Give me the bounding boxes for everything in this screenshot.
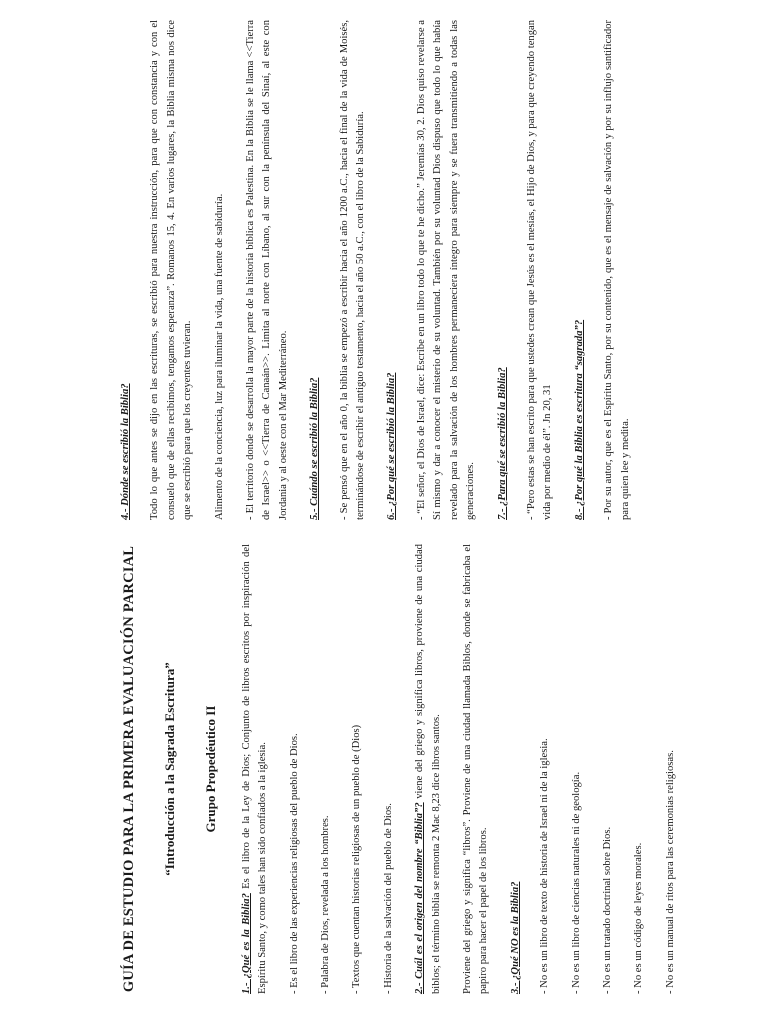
question-1-label: 1.- ¿Qué es la Biblia? bbox=[240, 893, 252, 994]
document-subtitle: “Introducción a la Sagrada Escritura” bbox=[162, 662, 178, 876]
question-1-item: - Palabra de Dios, revelada a los hombres. bbox=[319, 815, 331, 994]
question-3-item: - No es un libro de ciencias naturales ni de geología. bbox=[570, 771, 582, 994]
question-1-item: - Es el libro de las experiencias religiosas del pueblo de Dios. bbox=[288, 733, 300, 994]
question-3-item: - No es un código de leyes morales. bbox=[633, 842, 645, 994]
question-5-text: - Se pensó que en el año 0, la biblia se empezó a escribir hacia el año 1200 a.C., hacia el final de la vida de Moisés, terminándose de escribir el antiguo testamento, hacia el año 50 a.C., con el libro de la Sabiduría. bbox=[338, 20, 367, 520]
question-6-text: - “El señor, el Dios de Israel, dice: Escribe en un libro todo lo que te he dicho.” Jeremías 30, 2. Dios quiso revelarse a Sí mismo y dar a conocer el misterio de su voluntad. También por su voluntad Dios dispuso que todo lo que había revelado para la salvación de los hombres permaneciera íntegro para siempre y se fuera transmitiendo a todas las generaciones. bbox=[415, 20, 477, 520]
question-4-text-3: - El territorio donde se desarrolla la mayor parte de la historia bíblica es Palestina. En la Biblia se le llama <<Tierra de Israel>> o <<Tierra de Canaán>>. Limita al norte con Líbano, al sur con la península del Sinaí, al este con Jordania y al oeste con el Mar Mediterráneo. bbox=[245, 20, 289, 520]
question-3-label: 3.- ¿Qué NO es la Biblia? bbox=[509, 881, 521, 994]
question-3-item: - No es un manual de ritos para las ceremonias religiosas. bbox=[664, 750, 676, 994]
question-3-item: - No es un tratado doctrinal sobre Dios. bbox=[602, 826, 614, 994]
question-2 bbox=[412, 544, 445, 994]
document-title: GUÍA DE ESTUDIO PARA LA PRIMERA EVALUACIÓN PARCIAL bbox=[121, 545, 137, 993]
question-7-label: 7.- ¿Para qué se escribió la Biblia? bbox=[496, 367, 508, 520]
left-column bbox=[0, 544, 694, 994]
right-column bbox=[0, 20, 649, 520]
question-8-label: 8.- ¿Por qué la Biblia es escritura “sagrada”? bbox=[573, 319, 585, 520]
question-1 bbox=[239, 544, 272, 994]
question-2-label: 2.- Cuál es el origen del nombre “Biblia”? bbox=[414, 802, 426, 994]
group-name: Grupo Propedéutico II bbox=[202, 705, 218, 833]
question-4-label: 4.- Dónde se escribió la Biblia? bbox=[120, 383, 131, 520]
question-2-text: viene del griego y significa libros, proviene de una ciudad biblos; el término biblia se remonta 2 Mac 8,23 dice libros santos. bbox=[414, 544, 442, 994]
question-1-text: Es el libro de la Ley de Dios; Conjunto de libros escritos por inspiración del Espíritu Santo, y como tales han sido confiados a la iglesia. bbox=[240, 544, 269, 994]
question-4-text-2: Alimento de la conciencia, luz para iluminar la vida, una fuente de sabiduría. bbox=[213, 193, 225, 520]
question-2-text-2: Proviene del griego y significa “libros”. Proviene de una ciudad llamada Biblos, donde se fabricaba el papiro para hacer el papel de los libros. bbox=[462, 544, 490, 994]
question-6-label: 6.- ¿Por qué se escribió la Biblia? bbox=[386, 372, 398, 520]
question-1-item: - Historia de la salvación del pueblo de Dios. bbox=[382, 803, 394, 994]
question-4-text: Todo lo que antes se dijo en las escrituras, se escribió para nuestra instrucción, para que con constancia y con el consuelo que de ellas recibimos, tengamos esperanza”. Romanos 15, 4. En varios lugares, la Biblia misma nos dice que se escribió para que los creyentes tuvieran. bbox=[149, 20, 194, 520]
question-5-label: 5.- Cuándo se escribió la Biblia? bbox=[309, 377, 321, 520]
question-3-item: - No es un libro de texto de historia de Israel ni de la iglesia. bbox=[539, 738, 551, 994]
question-7-text: - “Pero estas se han escrito para que ustedes crean que Jesús es el mesías, el Hijo de Dios, y para que creyendo tengan vida por medio de él”. Jn 20, 31 bbox=[525, 20, 554, 520]
question-8-text: - Por su autor, que es el Espíritu Santo, por su contenido, que es el mensaje de salvación y por su influjo santificador para quien lee y medita. bbox=[603, 20, 631, 520]
question-1-item: - Textos que cuentan historias religiosas de un pueblo de (Dios) bbox=[351, 724, 363, 994]
